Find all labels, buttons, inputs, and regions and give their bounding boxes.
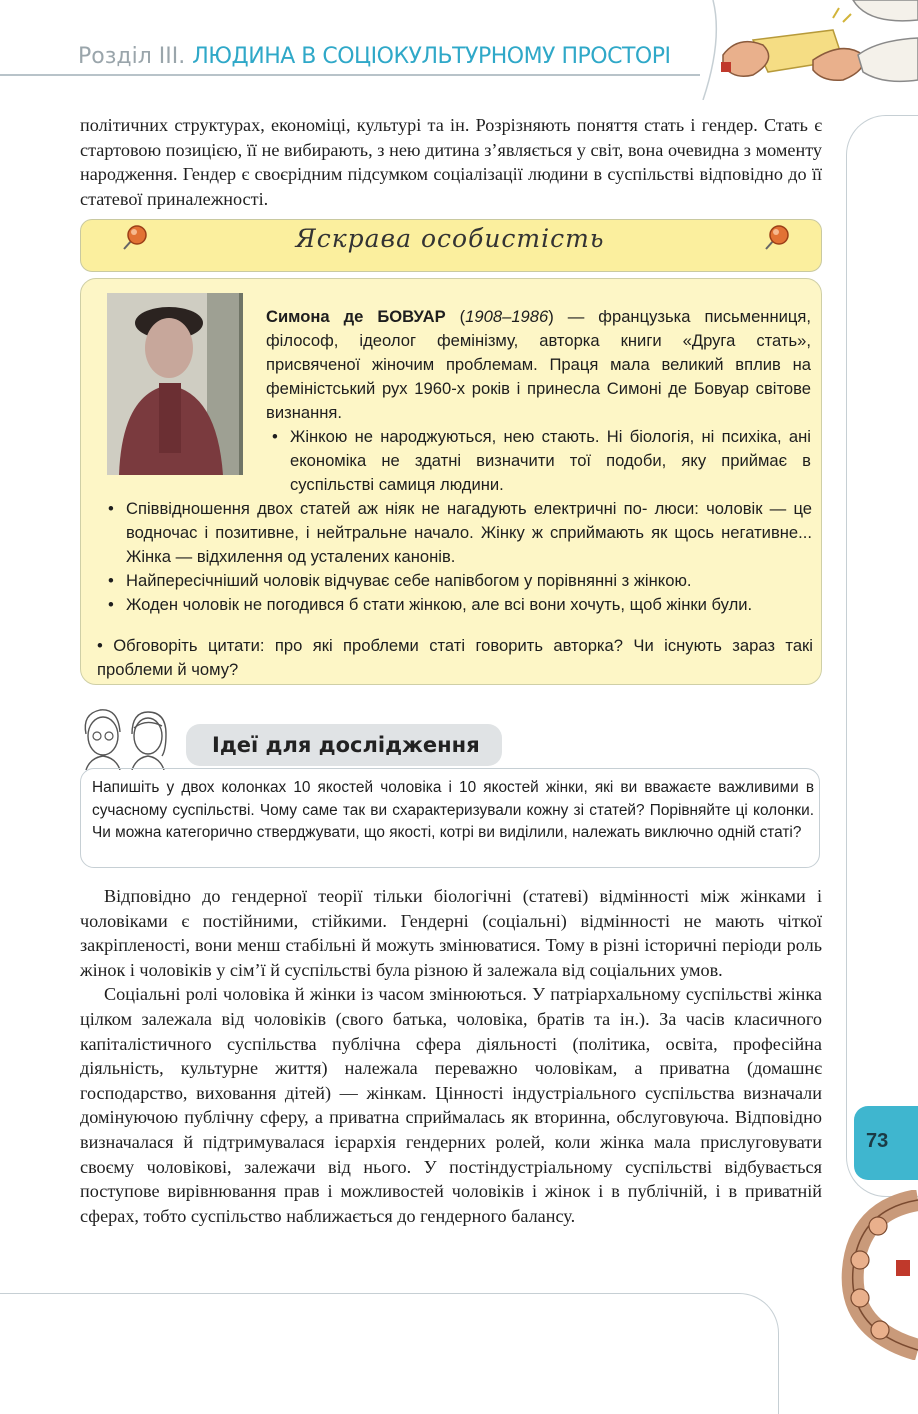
header-divider [0,74,700,76]
portrait-photo [107,293,243,475]
ideas-title: Ідеї для дослідження [212,733,480,757]
body-text [80,884,822,1228]
biography-text: Симона де БОВУАР (1908–1986) — французька письменниця, філософ, ідеолог фемінізму, авторка книги «Друга стать», присвяченої жіночим проблемам. Праця мала великий вплив на феміністський рух 1960-х років і принесла Симоні де Бовуар світове визнання. • Жінкою не народжуються, нею стають. Ні біологія, ні психіка, ані економіка не здатні визначити тої подоби, яку приймає в суспільстві самиця людини. [266,305,811,497]
body-paragraph: Соціальні ролі чоловіка й жінки із часом змінюються. У патріархальному суспільстві жінка цілком залежала від чоловіків (свого батька, чоловіка, братів та ін.). За часів класичного капіталістичного суспільства публічна сфера діяльності (політика, освіта, професійна діяльність, культурне життя) належала переважно чоловікам, а приватна (домашнє господарство, виховання дітей) — жінкам. Цінності індустріального суспільства визначали домінуючою публічну сферу, а приватна сприймалась як вторинна, обслуговуюча. Відповідно визначалася й підтримувалася ієрархія гендерних ролей, коли жінка мала прислуговувати своєму чоловікові, залежачи від нього. У постіндустріальному суспільстві відбувається поступове вирівнювання прав і можливостей чоловіків і жінок і в публічній, і в приватній сферах, тобто суспільство наближається до гендерного балансу. [80,984,822,1226]
page-header [78,44,670,69]
discussion-question: • Обговоріть цитати: про які проблеми статі говорить авторка? Чи існують зараз такі проблеми й чому? [97,636,813,679]
quote-item: • Жоден чоловік не погодився б стати жінкою, але всі вони хочуть, щоб жінки були. [102,593,812,617]
quote-item: • Жінкою не народжуються, нею стають. Ні біологія, ні психіка, ані економіка не здатні визначити тої подоби, яку приймає в суспільстві самиця людини. [266,425,811,497]
body-paragraph: Відповідно до гендерної теорії тільки біологічні (статеві) відмінності між жінками і чоловіками є постійними, стійкими. Гендерні (соціальні) відмінності не мають чіткої закріпленості, вони менш стабільні й можуть змінюватися. Тому в різні історичні періоди роль жінок і чоловіків у сім’ї й суспільстві була різною й залежала від соціальних умов. [80,886,822,980]
quote-item: • Найпересічніший чоловік відчуває себе напівбогом у порівнянні з жінкою. [102,569,812,593]
ideas-text: Напишіть у двох колонках 10 якостей чоловіка і 10 якостей жінки, які ви вважаєте важливими в сучасному суспільстві. Чому саме так ви схарактеризували кожну зі статей? Порівняйте ці колонки. Чи можна категорично стверджувати, що якості, котрі ви виділили, належать виключно одній статі? [92,779,814,841]
hands-illustration-icon [818,1190,918,1360]
page-number: 73 [866,1130,889,1152]
intro-paragraph: політичних структурах, економіці, культурі та ін. Розрізняють поняття стать і гендер. Стать є стартовою позицією, її не вибирають, з нею дитина з’являється у світ, вона очевидна з моменту народження. Гендер є своєрідним підсумком соціалізації людини в суспільстві відповідно до її статевої приналежності. [80,115,822,209]
person-years: 1908–1986 [465,307,549,326]
quote-item: • Співвідношення двох статей аж ніяк не нагадують електричні по- люси: чоловік — це водночас і позитивне, і нейтральне начало. Жінку ж сприймають як щось негативне... Жінка — відхилення од усталених канонів. [102,497,812,569]
hands-illustration-icon [693,0,918,100]
quotes-list [102,497,812,617]
section-title: ЛЮДИНА В СОЦІОКУЛЬТУРНОМУ ПРОСТОРІ [192,44,671,69]
personality-banner-title: Яскрава особистість [295,224,605,253]
person-name: Симона де БОВУАР [266,307,446,326]
person-description: ) — французька письменниця, філософ, ідеолог фемінізму, авторка книги «Друга стать», присвяченої жіночим проблемам. Праця мала великий вплив на феміністський рух 1960-х років і принесла Симоні де Бовуар світове визнання. [266,307,811,422]
students-icon [80,704,172,770]
page-bottom-curve [0,1293,779,1414]
page-edge-curve [846,115,918,1197]
section-label: Розділ ІІІ. [78,44,186,69]
